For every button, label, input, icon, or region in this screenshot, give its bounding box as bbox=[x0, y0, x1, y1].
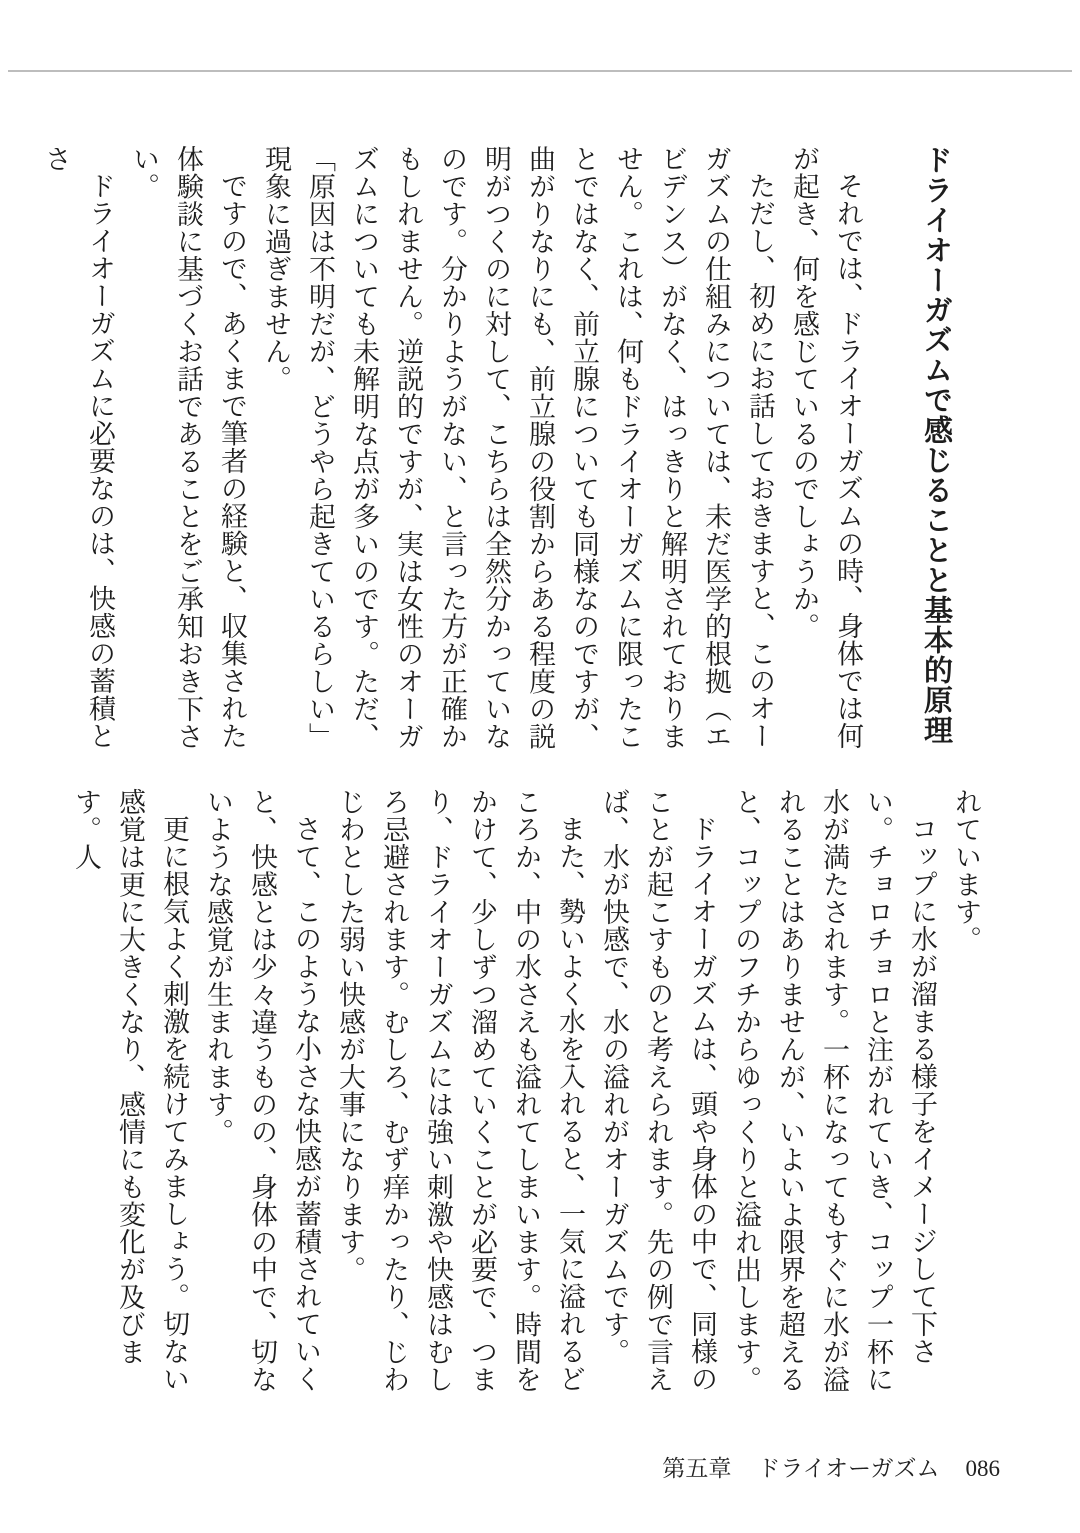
chapter-label: 第五章 bbox=[662, 1456, 732, 1481]
upper-text-block bbox=[34, 145, 958, 770]
section-heading: ドライオーガズムで感じることと基本的原理 bbox=[920, 145, 952, 745]
paragraph-bottom-3: また、勢いよく水を入れると、一気に溢れるどころか、中の水さえも溢れてしまいます。時間をかけて、少しずつ溜めていくことが必要で、つまり、ドライオーガズムには強い刺激や快感はむしろ忌避されます。むしろ、むず痒かったり、じわじわとした弱い快感が大事になります。 bbox=[335, 788, 585, 1393]
paragraph-bottom-2: ドライオーガズムは、頭や身体の中で、同様のことが起こすものと考えられます。先の例で言えば、水が快感で、水の溢れがオーガズムです。 bbox=[599, 788, 717, 1393]
paragraph-bottom-5: 更に根気よく刺激を続けてみましょう。切ない感覚は更に大きくなり、感情にも変化が及びます。人 bbox=[71, 788, 189, 1393]
paragraph-top-3: ですので、あくまで筆者の経験と、収集された体験談に基づくお話であることをご承知おき下さい。 bbox=[129, 145, 247, 750]
paragraph-continuation: れています。 bbox=[951, 788, 981, 953]
paragraph-top-1: それでは、ドライオーガズムの時、身体では何が起き、何を感じているのでしょうか。 bbox=[789, 145, 863, 750]
page-number: 086 bbox=[965, 1456, 1000, 1481]
paragraph-bottom-4: さて、このような小さな快感が蓄積されていくと、快感とは少々違うものの、身体の中で、切ないような感覚が生まれます。 bbox=[203, 788, 321, 1393]
paragraph-top-2: ただし、初めにお話しておきますと、このオーガズムの仕組みについては、未だ医学的根拠（エビデンス）がなく、はっきりと解明されておりません。これは、何もドライオーガズムに限ったことではなく、前立腺についても同様なのですが、曲がりなりにも、前立腺の役割からある程度の説明がつくのに対して、こちらは全然分かっていなのです。分かりようがない、と言った方が正確かもしれません。逆説的ですが、実は女性のオーガズムについても未解明な点が多いのです。ただ、「原因は不明だが、どうやら起きているらしい」現象に過ぎません。 bbox=[261, 145, 775, 750]
lower-text-block bbox=[64, 788, 988, 1413]
paragraph-bottom-1: コップに水が溜まる様子をイメージして下さい。チョロチョロと注がれていき、コップ一杯に水が満たされます。一杯になってもすぐに水が溢れることはありませんが、いよいよ限界を超えると、コップのフチからゆっくりと溢れ出します。 bbox=[731, 788, 937, 1393]
paragraph-top-4: ドライオーガズムに必要なのは、快感の蓄積とさ bbox=[41, 145, 115, 750]
page-footer bbox=[662, 1450, 1000, 1483]
header-rule bbox=[8, 70, 1072, 72]
chapter-title: ドライオーガズム bbox=[757, 1456, 940, 1481]
